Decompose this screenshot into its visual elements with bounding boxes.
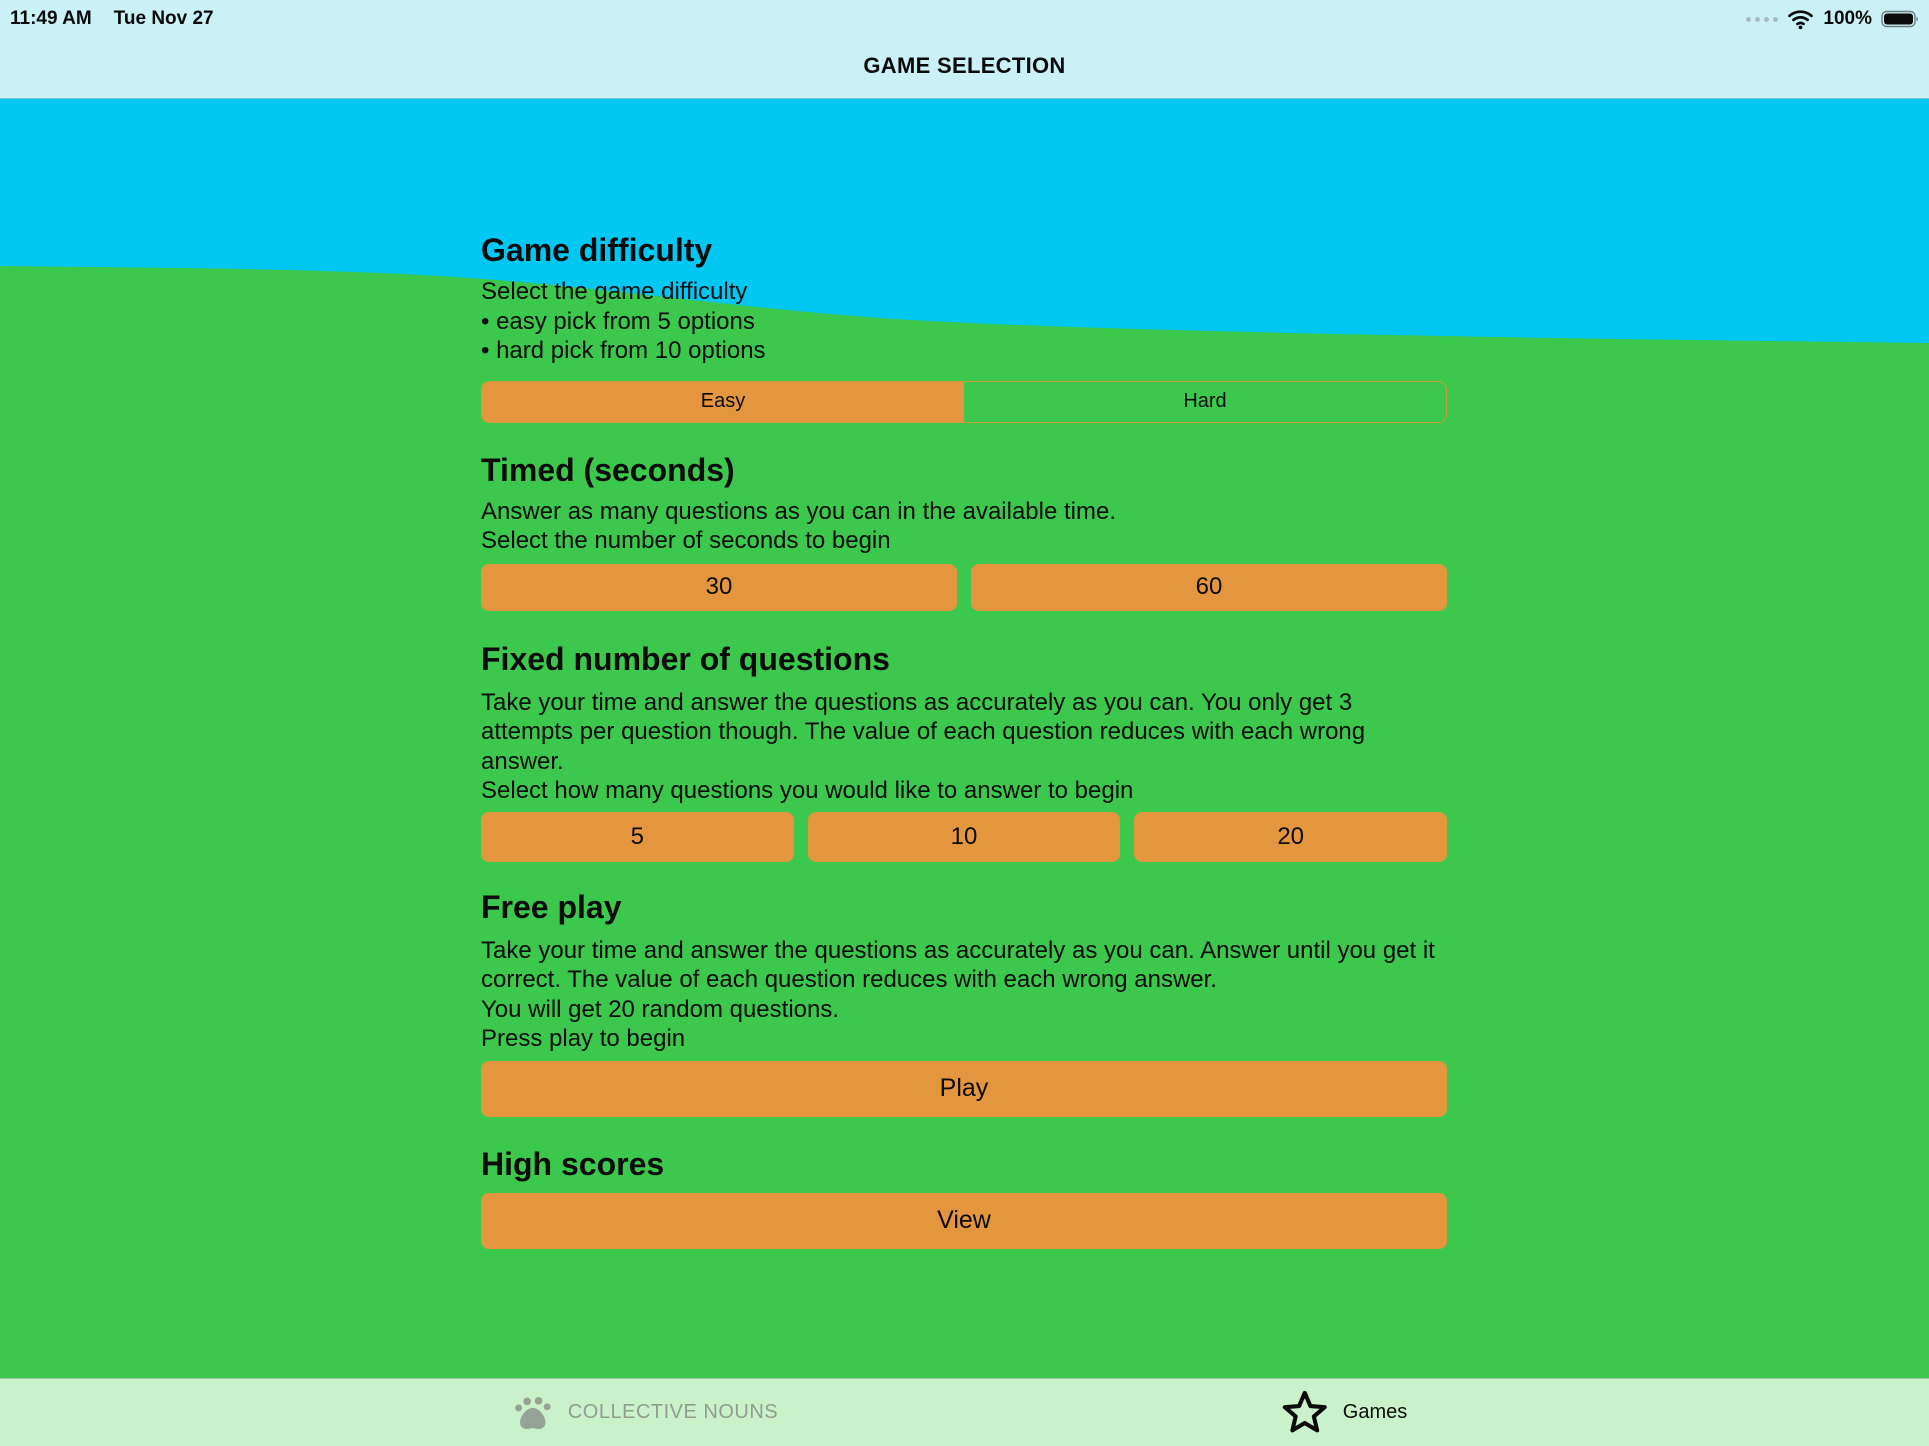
difficulty-bullet-hard: • hard pick from 10 options: [481, 337, 766, 364]
questions-5-button[interactable]: 5: [481, 812, 794, 862]
difficulty-bullet-easy: • easy pick from 5 options: [481, 307, 755, 335]
heading-high-scores: High scores: [481, 1145, 665, 1182]
battery-percent: 100%: [1823, 8, 1872, 29]
timed-60-button[interactable]: 60: [971, 564, 1447, 611]
difficulty-description: Select the game difficulty: [481, 278, 748, 305]
timed-description: Answer as many questions as you can in the available time.: [481, 497, 1117, 525]
cellular-signal-icon: [1746, 17, 1778, 22]
timed-select-line: Select the number of seconds to begin: [481, 527, 891, 554]
play-button[interactable]: Play: [481, 1061, 1447, 1117]
tab-games-label: Games: [1342, 1401, 1408, 1423]
status-bar: [10, 4, 1921, 34]
heading-free-play: Free play: [481, 888, 622, 925]
status-date: Tue Nov 27: [113, 8, 214, 29]
wifi-icon: [1787, 9, 1814, 30]
free-play-description: Take your time and answer the questions as accurately as you can. Answer until you get it correct. The value of each question reduces with each wrong answer.: [481, 936, 1435, 993]
difficulty-segmented-control: [481, 381, 1447, 423]
main-content: [0, 99, 1929, 1378]
free-play-press-line: Press play to begin: [481, 1025, 686, 1052]
heading-game-difficulty: Game difficulty: [481, 232, 713, 268]
fixed-select-line: Select how many questions you would like to answer to begin: [481, 777, 1134, 804]
paw-icon: [512, 1393, 556, 1433]
difficulty-option-hard[interactable]: Hard: [1183, 390, 1227, 412]
battery-icon: [1881, 10, 1921, 28]
status-time: 11:49 AM: [10, 8, 92, 29]
timed-30-button[interactable]: 30: [481, 564, 957, 611]
heading-fixed-questions: Fixed number of questions: [481, 640, 890, 677]
difficulty-option-easy[interactable]: Easy: [482, 382, 964, 422]
tab-bar: [0, 1378, 1929, 1446]
heading-timed: Timed (seconds): [481, 451, 735, 488]
star-icon: [1279, 1388, 1331, 1438]
questions-10-button[interactable]: 10: [808, 812, 1121, 862]
view-high-scores-button[interactable]: View: [481, 1193, 1447, 1249]
tab-collective-nouns-label: COLLECTIVE NOUNS: [567, 1401, 779, 1423]
fixed-description: Take your time and answer the questions as accurately as you can. You only get 3 attempts per question though. The value of each question reduces with each wrong answer.: [481, 688, 1366, 775]
header: [0, 0, 1929, 99]
free-play-random-line: You will get 20 random questions.: [481, 995, 840, 1023]
questions-20-button[interactable]: 20: [1134, 812, 1447, 862]
tab-collective-nouns[interactable]: [512, 1379, 778, 1446]
tab-games[interactable]: [1279, 1379, 1407, 1446]
page-title: GAME SELECTION: [863, 53, 1066, 78]
